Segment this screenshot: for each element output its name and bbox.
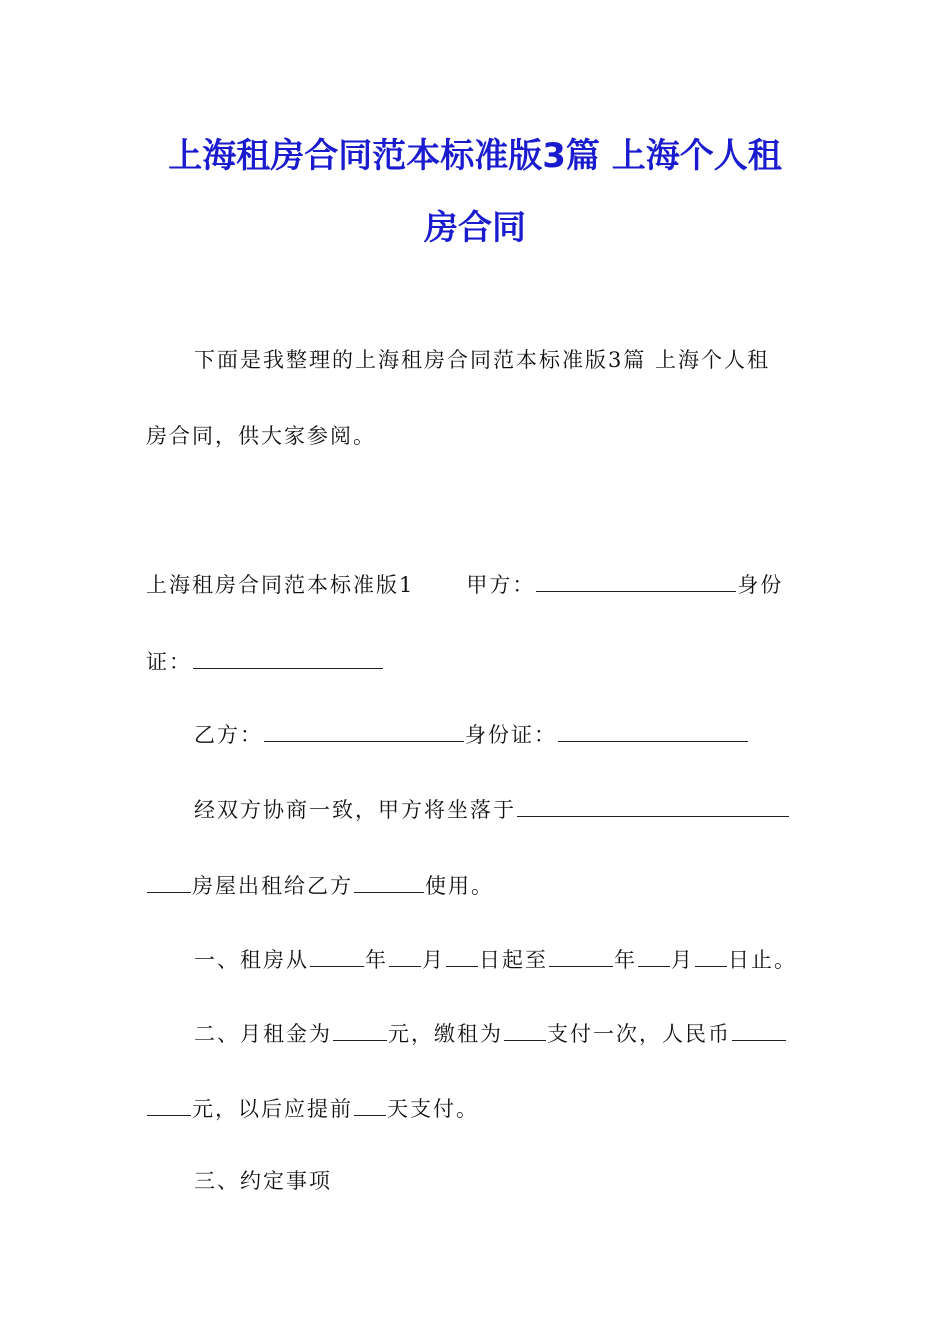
party-b-row <box>194 719 749 749</box>
rmb-amount-blank <box>732 1018 786 1041</box>
agreement-start: 经双方协商一致，甲方将坐落于 <box>194 798 516 822</box>
item-1-year2: 年 <box>614 948 637 972</box>
item-1-prefix: 一、租房从 <box>194 948 309 972</box>
party-b-label: 乙方： <box>194 723 263 747</box>
item-1-day2: 日止。 <box>728 948 797 972</box>
usage-blank <box>354 870 424 893</box>
start-year-blank <box>310 944 364 967</box>
item-2-yuan2: 元，以后应提前 <box>192 1097 353 1121</box>
item-2-prefix: 二、月租金为 <box>194 1022 332 1046</box>
intro-line-1: 下面是我整理的上海租房合同范本标准版3篇 上海个人租 <box>194 348 771 372</box>
end-year-blank <box>549 944 613 967</box>
end-month-blank <box>638 944 670 967</box>
party-a-blank <box>536 569 736 592</box>
item-1-year1: 年 <box>365 948 388 972</box>
party-b-id-label: 身份证： <box>465 723 557 747</box>
item-1-month2: 月 <box>671 948 694 972</box>
item-1-row <box>194 944 797 974</box>
start-month-blank <box>389 944 421 967</box>
item-2-days: 天支付。 <box>387 1097 479 1121</box>
item-1-day1: 日起至 <box>479 948 548 972</box>
party-b-id-blank <box>558 719 748 742</box>
id-label-part1: 身份 <box>737 573 784 597</box>
agreement-row-2 <box>146 870 494 900</box>
party-a-id-blank <box>193 646 383 669</box>
item-1-month1: 月 <box>422 948 445 972</box>
location-blank-cont <box>147 870 191 893</box>
contract-heading: 上海租房合同范本标准版1 <box>146 573 415 597</box>
rmb-amount-blank-cont <box>147 1093 191 1116</box>
item-2-row-2 <box>146 1093 479 1123</box>
contract-heading-row <box>146 569 783 599</box>
item-2-pay: 支付一次，人民币 <box>547 1022 731 1046</box>
end-day-blank <box>695 944 727 967</box>
id-label-part2: 证： <box>146 650 192 674</box>
agreement-row-1 <box>194 794 790 824</box>
item-2-yuan: 元，缴租为 <box>388 1022 503 1046</box>
item-2-row-1 <box>194 1018 787 1048</box>
advance-days-blank <box>354 1093 386 1116</box>
agreement-mid: 房屋出租给乙方 <box>192 874 353 898</box>
agreement-end: 使用。 <box>425 874 494 898</box>
party-b-blank <box>264 719 464 742</box>
payment-period-blank <box>504 1018 546 1041</box>
party-a-id-row <box>146 646 384 676</box>
item-3: 三、约定事项 <box>194 1169 332 1193</box>
location-blank <box>517 794 789 817</box>
intro-line-2: 房合同，供大家参阅。 <box>146 424 376 448</box>
start-day-blank <box>446 944 478 967</box>
document-title-line-2: 房合同 <box>424 208 526 248</box>
party-a-label: 甲方： <box>466 573 536 597</box>
document-title-line-1: 上海租房合同范本标准版3篇 上海个人租 <box>168 136 782 176</box>
monthly-rent-blank <box>333 1018 387 1041</box>
